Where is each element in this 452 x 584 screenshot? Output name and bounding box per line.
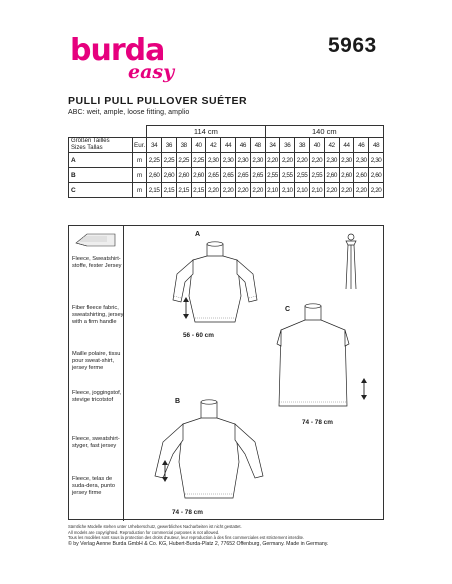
yardage-cell: 2,15 bbox=[147, 183, 162, 198]
size-cell: 40 bbox=[191, 138, 206, 153]
yardage-cell: 2,30 bbox=[250, 153, 265, 168]
yardage-cell: 2,65 bbox=[250, 168, 265, 183]
yardage-cell: 2,25 bbox=[162, 153, 177, 168]
yardage-cell: 2,60 bbox=[354, 168, 369, 183]
yardage-cell: 2,20 bbox=[206, 183, 221, 198]
view-b-measure: 74 - 78 cm bbox=[172, 509, 203, 516]
view-c-measure: 74 - 78 cm bbox=[302, 419, 333, 426]
size-cell: 38 bbox=[295, 138, 310, 153]
yardage-cell: 2,55 bbox=[309, 168, 324, 183]
fabric-note-en: Fiber fleece fabric, sweatshirting, jersey with a firm handle bbox=[72, 305, 124, 325]
tracing-wheel-icon bbox=[340, 231, 362, 291]
yardage-cell: 2,20 bbox=[309, 153, 324, 168]
row-label: B bbox=[69, 168, 133, 183]
yardage-cell: 2,20 bbox=[235, 183, 250, 198]
size-cell: 46 bbox=[235, 138, 250, 153]
yardage-cell: 2,65 bbox=[235, 168, 250, 183]
view-c-label: C bbox=[285, 306, 291, 313]
yardage-cell: 2,30 bbox=[324, 153, 339, 168]
view-c-drawing bbox=[267, 302, 357, 414]
yardage-cell: 2,60 bbox=[339, 168, 354, 183]
size-cell: 34 bbox=[147, 138, 162, 153]
yardage-cell: 2,10 bbox=[309, 183, 324, 198]
yardage-cell: 2,30 bbox=[339, 153, 354, 168]
size-cell: 44 bbox=[339, 138, 354, 153]
yardage-cell: 2,15 bbox=[162, 183, 177, 198]
size-cell: 34 bbox=[265, 138, 280, 153]
yardage-cell: 2,30 bbox=[369, 153, 384, 168]
size-cell: 42 bbox=[206, 138, 221, 153]
view-a-measure: 56 - 60 cm bbox=[183, 332, 214, 339]
yardage-cell: 2,15 bbox=[191, 183, 206, 198]
view-b-drawing bbox=[153, 398, 265, 508]
illustration-panel bbox=[68, 225, 384, 520]
yardage-cell: 2,30 bbox=[235, 153, 250, 168]
footer-line-fr: Tous les modèles sont sous la protection des droits d'auteur, leur reproduction à des fins commerciales est strictement interdite. bbox=[68, 535, 305, 541]
yardage-cell: 2,60 bbox=[324, 168, 339, 183]
size-header-label bbox=[69, 138, 133, 153]
length-arrow-a-icon bbox=[182, 296, 190, 320]
brand-sub: easy bbox=[128, 61, 175, 83]
yardage-cell: 2,10 bbox=[280, 183, 295, 198]
table-row-a bbox=[69, 153, 384, 168]
row-unit: m bbox=[133, 168, 147, 183]
yardage-cell: 2,10 bbox=[265, 183, 280, 198]
width-header-114: 114 cm bbox=[147, 126, 265, 138]
fabric-note-de: Fleece, Sweatshirt-stoffe, fester Jersey bbox=[72, 256, 122, 269]
size-cell: 48 bbox=[250, 138, 265, 153]
size-cell: 36 bbox=[162, 138, 177, 153]
yardage-cell: 2,55 bbox=[280, 168, 295, 183]
table-row-c bbox=[69, 183, 384, 198]
row-label: A bbox=[69, 153, 133, 168]
footer-publisher: © by Verlag Aenne Burda GmbH & Co. KG, Hubert-Burda-Platz 2, 77652 Offenburg, Germany. Made in Germany. bbox=[68, 540, 329, 547]
length-arrow-c-icon bbox=[360, 377, 368, 401]
width-header-140: 140 cm bbox=[265, 126, 383, 138]
table-row-b bbox=[69, 168, 384, 183]
yardage-cell: 2,20 bbox=[324, 183, 339, 198]
length-arrow-b-icon bbox=[161, 459, 169, 483]
size-cell: 46 bbox=[354, 138, 369, 153]
yardage-cell: 2,20 bbox=[354, 183, 369, 198]
garment-title: PULLI PULL PULLOVER SUÉTER bbox=[68, 95, 248, 107]
fabric-note-fr: Maille polaire, tissu pour sweat-shirt, jersey ferme bbox=[72, 351, 121, 371]
yardage-cell: 2,15 bbox=[176, 183, 191, 198]
size-header-label-2: Sizes Tallas bbox=[71, 145, 103, 151]
brand-logo bbox=[70, 34, 180, 92]
size-cell: 36 bbox=[280, 138, 295, 153]
view-b-label: B bbox=[175, 398, 181, 405]
yardage-cell: 2,55 bbox=[265, 168, 280, 183]
yardage-cell: 2,20 bbox=[221, 183, 236, 198]
yardage-cell: 2,65 bbox=[221, 168, 236, 183]
garment-subtitle: ABC: weit, ample, loose fitting, amplio bbox=[68, 109, 190, 116]
row-unit: m bbox=[133, 153, 147, 168]
fabric-note-es: Fleece, telas de suda-dera, punto jersey firme bbox=[72, 476, 116, 496]
yardage-cell: 2,55 bbox=[295, 168, 310, 183]
yardage-cell: 2,20 bbox=[339, 183, 354, 198]
yardage-cell: 2,25 bbox=[191, 153, 206, 168]
width-header-row bbox=[69, 126, 384, 138]
yardage-cell: 2,60 bbox=[176, 168, 191, 183]
size-header-row bbox=[69, 138, 384, 153]
fabric-swatch-icon bbox=[73, 230, 119, 250]
yardage-cell: 2,20 bbox=[369, 183, 384, 198]
row-unit: m bbox=[133, 183, 147, 198]
yardage-cell: 2,60 bbox=[147, 168, 162, 183]
size-cell: 48 bbox=[369, 138, 384, 153]
footer-line-en: All models are copyrighted. Reproduction for commercial purposes is not allowed. bbox=[68, 529, 220, 535]
unit-header: Eur. bbox=[133, 138, 147, 153]
size-header-label-1: Größen Tailles bbox=[71, 138, 110, 144]
size-cell: 44 bbox=[221, 138, 236, 153]
fabric-note-da: Fleece, sweatshirt-styger, fast jersey bbox=[72, 436, 120, 449]
view-a-label: A bbox=[195, 231, 201, 238]
size-cell: 38 bbox=[176, 138, 191, 153]
row-label: C bbox=[69, 183, 133, 198]
yardage-cell: 2,10 bbox=[295, 183, 310, 198]
pattern-number: 5963 bbox=[328, 34, 377, 57]
yardage-cell: 2,30 bbox=[354, 153, 369, 168]
yardage-cell: 2,20 bbox=[265, 153, 280, 168]
yardage-cell: 2,60 bbox=[369, 168, 384, 183]
footer-line-de: Sämtliche Modelle stehen unter Urheberschutz, gewerbliches Nacharbeiten ist nicht gestattet. bbox=[68, 524, 242, 529]
yardage-cell: 2,20 bbox=[250, 183, 265, 198]
yardage-cell: 2,20 bbox=[295, 153, 310, 168]
copyright-footer bbox=[68, 524, 384, 548]
yardage-cell: 2,30 bbox=[221, 153, 236, 168]
yardage-cell: 2,65 bbox=[206, 168, 221, 183]
yardage-cell: 2,30 bbox=[206, 153, 221, 168]
yardage-cell: 2,60 bbox=[162, 168, 177, 183]
yardage-cell: 2,20 bbox=[280, 153, 295, 168]
size-cell: 40 bbox=[309, 138, 324, 153]
yardage-cell: 2,25 bbox=[147, 153, 162, 168]
yardage-cell: 2,60 bbox=[191, 168, 206, 183]
table-corner bbox=[69, 126, 147, 138]
brand-name: burda bbox=[70, 33, 165, 68]
fabric-note-nl: Fleece, joggingstof, stevige tricotstof bbox=[72, 390, 122, 403]
size-cell: 42 bbox=[324, 138, 339, 153]
yardage-cell: 2,25 bbox=[176, 153, 191, 168]
yardage-table bbox=[68, 125, 384, 198]
